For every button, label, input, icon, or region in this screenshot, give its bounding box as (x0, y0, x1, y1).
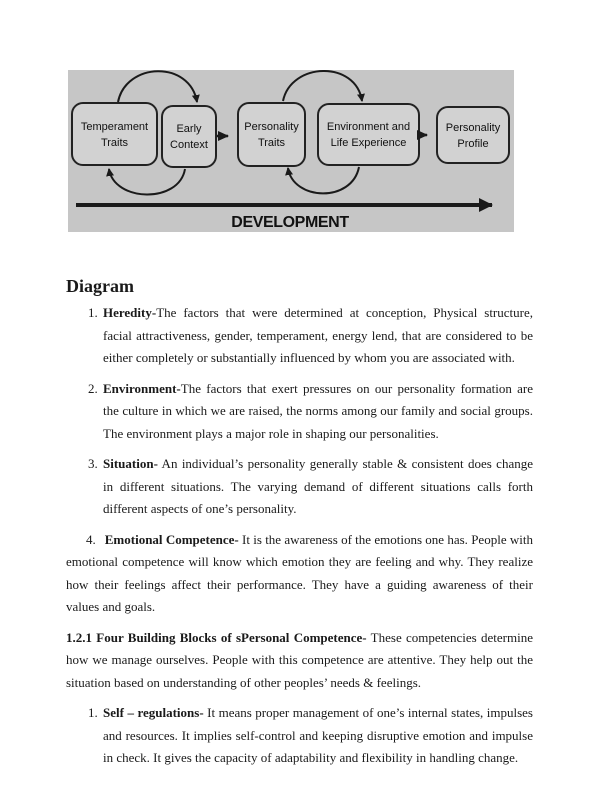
box-label-early: Early (176, 123, 202, 135)
box-label-temperament: Temperament (80, 121, 149, 133)
diagram-canvas (68, 70, 514, 232)
list-item-environment (66, 378, 533, 446)
term-situation: Situation- (103, 456, 158, 471)
box-label-personality-traits-2: Traits (257, 137, 286, 149)
box-label-temperament-2: Traits (100, 137, 129, 149)
list-item-situation (66, 453, 533, 521)
section-paragraph-building-blocks (66, 627, 533, 695)
list-text (103, 453, 533, 521)
box-personality-profile (437, 107, 509, 163)
list-item-self-regulations (66, 702, 533, 770)
list-number: 4. (86, 531, 96, 547)
definition-emotional-competence: It is the awareness of the emotions one has. People with emotional competence will know which emotion they are feeling and why. They realize how their feelings affect their performance. They have a guiding awareness of their values and goals. (66, 531, 533, 614)
paragraph-emotional-competence (66, 529, 533, 619)
definition-heredity: The factors that were determined at conception, Physical structure, facial attractiveness, gender, temperament, energy lend, that are considered to be either completely or substantially influenced by whom you are associated with. (103, 305, 533, 365)
list-text (103, 302, 533, 370)
box-temperament-traits (72, 103, 157, 165)
box-early-context (162, 106, 216, 167)
development-label: DEVELOPMENT (231, 214, 349, 231)
term-environment: Environment- (103, 380, 181, 396)
box-label-early-2: Context (170, 139, 208, 151)
box-label-profile-2: Profile (457, 138, 489, 150)
list-number: 1. (88, 705, 98, 720)
list-number: 1. (88, 305, 98, 320)
term-emotional-competence: Emotional Competence- (104, 531, 239, 547)
document-body (66, 276, 533, 778)
box-label-personality-traits: Personality (244, 121, 299, 133)
box-label-environment-2: Life Experience (330, 137, 407, 149)
definition-self-regulations: It means proper management of one’s internal states, impulses and resources. It implies self-control and keeping disruptive emotion and impulse in check. It gives the capacity of adaptability and flexibility in handling change. (103, 705, 533, 765)
list-number: 3. (88, 456, 98, 471)
definition-environment: The factors that exert pressures on our personality formation are the culture in which we are raised, the norms among our family and social groups. The environment plays a major role in shaping our personalities. (103, 380, 533, 441)
box-personality-traits (238, 103, 305, 166)
list-text (103, 378, 533, 446)
list-item-heredity (66, 302, 533, 370)
list-text (103, 702, 533, 770)
personality-development-diagram (68, 70, 514, 232)
box-environment-life-experience (318, 104, 419, 165)
section-text-building-blocks: These competencies determine how we manage ourselves. People with this competence are attentive. They help out the situation based on understanding of other peoples’ needs & feelings. (66, 629, 533, 690)
list-number: 2. (88, 380, 98, 396)
box-label-environment: Environment and (326, 121, 411, 133)
section-heading-building-blocks: 1.2.1 Four Building Blocks of sPersonal Competence- (66, 629, 367, 645)
page-title: Diagram (66, 276, 134, 296)
term-heredity: Heredity- (103, 305, 157, 320)
term-self-regulations: Self – regulations- (103, 705, 204, 720)
definition-situation: An individual’s personality generally stable & consistent does change in different situations. The varying demand of different situations calls forth different aspects of one’s personality. (103, 456, 533, 516)
box-label-profile: Personality (445, 122, 501, 134)
